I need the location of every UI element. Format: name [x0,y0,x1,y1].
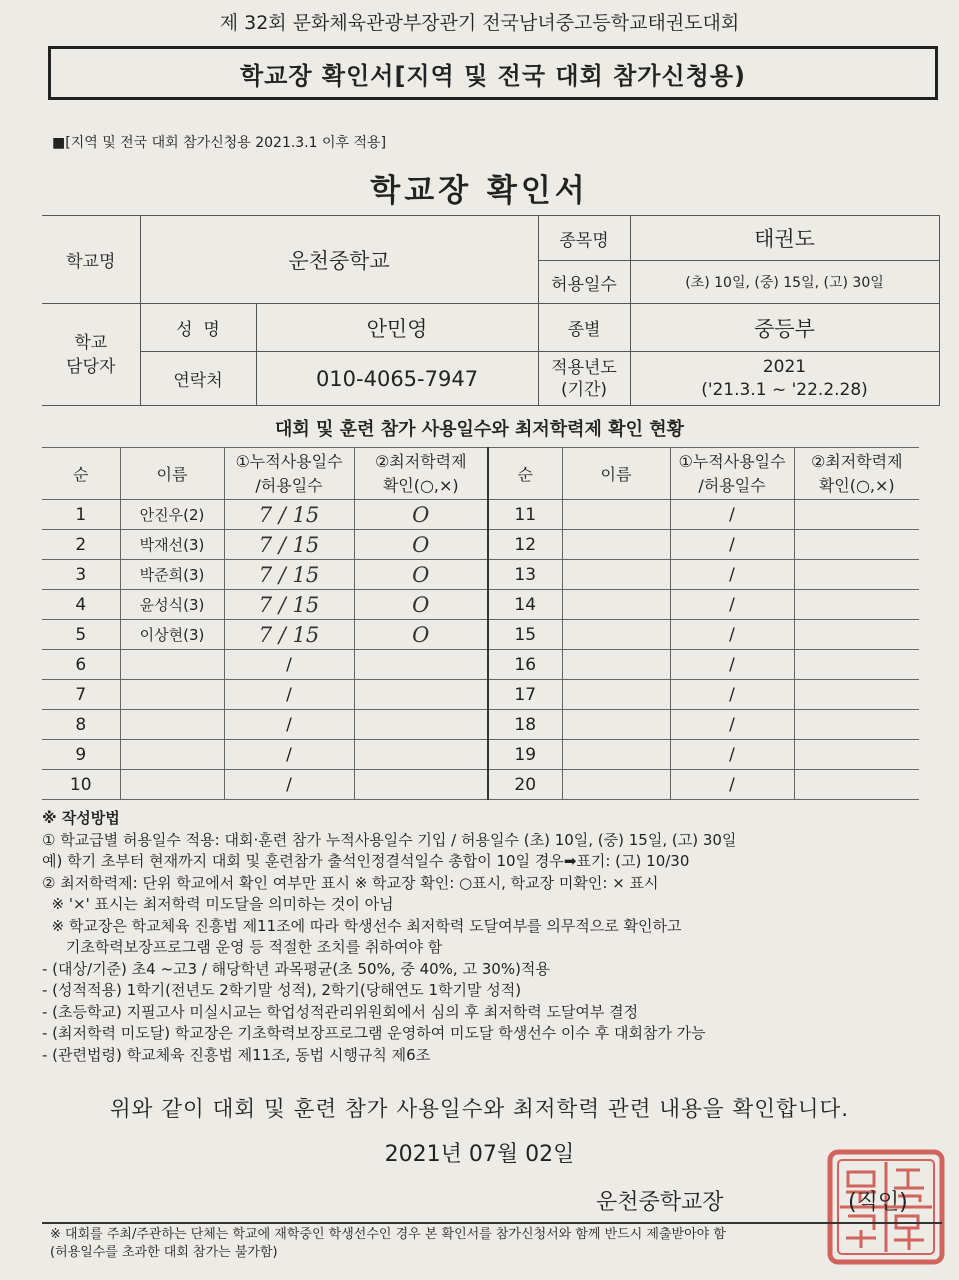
left-no-cell: 8 [42,710,120,740]
roster-section-title: 대회 및 훈련 참가 사용일수와 최저학력제 확인 현황 [274,419,684,440]
left-academic-cell: O [354,500,488,530]
table-row [42,680,919,710]
left-name-cell [120,770,224,800]
right-days-cell: / [670,650,794,680]
left-days-cell: 7 / 15 [224,500,354,530]
right-days-cell: / [670,530,794,560]
left-academic-cell: O [354,590,488,620]
right-name-cell [562,650,670,680]
right-no-cell: 16 [488,650,562,680]
left-no-cell: 5 [42,620,120,650]
school-name-value: 운천중학교 [140,216,538,304]
left-name-cell [120,740,224,770]
right-no-cell: 15 [488,620,562,650]
footer-note [50,1226,726,1262]
confirmation-statement: 위와 같이 대회 및 훈련 참가 사용일수와 최저학력 관련 내용을 확인합니다. [109,1097,850,1122]
year-cell [630,352,939,406]
header-days-left: ①누적사용일수 /허용일수 [224,448,354,500]
document-title: 학교장 확인서 [370,173,589,209]
form-title-box: 학교장 확인서[지역 및 전국 대회 참가신청용) [48,46,938,100]
roster-table [42,447,919,800]
left-name-cell [120,680,224,710]
year-label: 적용년도 (기간) [538,352,630,406]
left-name-cell: 박재선(3) [120,530,224,560]
allowed-days-value: (초) 10일, (중) 15일, (고) 30일 [630,261,939,304]
instructions-lines [42,830,932,1067]
right-no-cell: 12 [488,530,562,560]
left-name-cell: 안진우(2) [120,500,224,530]
right-no-cell: 18 [488,710,562,740]
left-academic-cell [354,650,488,680]
table-row [42,620,919,650]
category-label: 종별 [538,304,630,352]
allowed-days-label: 허용일수 [538,261,630,304]
right-no-cell: 19 [488,740,562,770]
table-row [42,500,919,530]
left-academic-cell [354,740,488,770]
header-name-left: 이름 [120,448,224,500]
right-days-cell: / [670,770,794,800]
footer-line-2: (허용일수를 초과한 대회 참가는 불가함) [50,1245,278,1260]
header-name-right: 이름 [562,448,670,500]
instruction-line: - (관련법령) 학교체육 진흥법 제11조, 동법 시행규칙 제6조 [42,1045,431,1064]
right-days-cell: / [670,560,794,590]
header-academic-right: ②최저학력제 확인(○,×) [794,448,919,500]
phone-label: 연락처 [140,352,256,406]
right-name-cell [562,500,670,530]
application-note: ■[지역 및 전국 대회 참가신청용 2021.3.1 이후 적용] [52,135,387,151]
right-academic-cell [794,710,919,740]
left-days-cell: / [224,680,354,710]
right-days-cell: / [670,500,794,530]
year-value: 2021 [762,356,807,377]
instruction-line: 예) 학기 초부터 현재까지 대회 및 훈련참가 출석인정결석일수 총합이 10일 경우➡표기: (고) 10/30 [42,852,690,870]
left-academic-cell: O [354,530,488,560]
left-name-cell: 박준희(3) [120,560,224,590]
right-no-cell: 11 [488,500,562,530]
instruction-line: ① 학교급별 허용일수 적용: 대회·훈련 참가 누적사용일수 기입 / 허용일수 (초) 10일, (중) 15일, (고) 30일 [42,830,737,849]
left-no-cell: 7 [42,680,120,710]
left-days-cell: 7 / 15 [224,560,354,590]
left-days-cell: / [224,710,354,740]
right-academic-cell [794,650,919,680]
instruction-line: ② 최저학력제: 단위 학교에서 확인 여부만 표시 ※ 학교장 확인: ○표시, 학교장 미확인: × 표시 [42,873,659,892]
left-name-cell: 윤성식(3) [120,590,224,620]
sport-value: 태권도 [630,216,939,261]
right-academic-cell [794,590,919,620]
left-no-cell: 9 [42,740,120,770]
right-days-cell: / [670,740,794,770]
right-days-cell: / [670,710,794,740]
right-name-cell [562,770,670,800]
footer-line-1: ※ 대회를 주최/주관하는 단체는 학교에 재학중인 학생선수인 경우 본 확인서를 참가신청서와 함께 반드시 제출받아야 함 [50,1227,726,1242]
header-no-right: 순 [488,448,562,500]
left-no-cell: 10 [42,770,120,800]
left-days-cell: 7 / 15 [224,590,354,620]
right-days-cell: / [670,680,794,710]
table-row [42,710,919,740]
right-days-cell: / [670,620,794,650]
instruction-line: ※ '×' 표시는 최저학력 미도달을 의미하는 것이 아님 [42,895,394,913]
event-title: 제 32회 문화체육관광부장관기 전국남녀중고등학교태권도대회 [219,12,740,34]
header-academic-left: ②최저학력제 확인(○,×) [354,448,488,500]
left-academic-cell [354,770,488,800]
right-no-cell: 17 [488,680,562,710]
right-name-cell [562,680,670,710]
left-days-cell: / [224,740,354,770]
right-name-cell [562,620,670,650]
right-name-cell [562,710,670,740]
right-name-cell [562,530,670,560]
right-academic-cell [794,530,919,560]
left-academic-cell [354,710,488,740]
left-days-cell: / [224,650,354,680]
school-name-label: 학교명 [42,216,140,304]
signer-name: 운천중학교장 [596,1190,724,1215]
left-name-cell: 이상현(3) [120,620,224,650]
left-no-cell: 6 [42,650,120,680]
instruction-line: 기초학력보장프로그램 운영 등 적절한 조치를 취하여야 함 [42,938,443,956]
instruction-line: ※ 학교장은 학교체육 진흥법 제11조에 따라 학생선수 최저학력 도달여부를 의무적으로 확인하고 [42,916,682,935]
table-row [42,560,919,590]
left-name-cell [120,650,224,680]
name-label: 성 명 [140,304,256,352]
instructions [42,808,932,1066]
left-academic-cell [354,680,488,710]
table-row [42,530,919,560]
contact-person-label: 학교 담당자 [42,304,140,406]
left-days-cell: 7 / 15 [224,530,354,560]
left-academic-cell: O [354,560,488,590]
left-days-cell: / [224,770,354,800]
right-name-cell [562,560,670,590]
right-name-cell [562,740,670,770]
right-academic-cell [794,560,919,590]
category-value: 중등부 [630,304,939,352]
phone-value: 010-4065-7947 [256,352,538,406]
header-days-right: ①누적사용일수 /허용일수 [670,448,794,500]
seal-label: (직인) [848,1190,908,1215]
instruction-line: - (성적적용) 1학기(전년도 2학기말 성적), 2학기(당해연도 1학기말 성적) [42,981,522,999]
left-name-cell [120,710,224,740]
left-no-cell: 2 [42,530,120,560]
instruction-line: - (대상/기준) 초4 ~고3 / 해당학년 과목평균(초 50%, 중 40%, 고 30%)적용 [42,959,550,978]
school-info-table [42,215,940,406]
header-no-left: 순 [42,448,120,500]
table-row [42,740,919,770]
instructions-heading: ※ 작성방법 [42,809,120,827]
left-no-cell: 3 [42,560,120,590]
instruction-line: - (초등학교) 지필고사 미실시교는 학업성적관리위원회에서 심의 후 최저학력 도달여부 결정 [42,1002,639,1021]
table-row [42,770,919,800]
right-academic-cell [794,770,919,800]
document-date: 2021년 07월 02일 [384,1142,575,1167]
right-days-cell: / [670,590,794,620]
name-value: 안민영 [256,304,538,352]
sport-label: 종목명 [538,216,630,261]
table-row [42,590,919,620]
right-name-cell [562,590,670,620]
footer-divider [42,1222,942,1224]
left-days-cell: 7 / 15 [224,620,354,650]
period-value: ('21.3.1 ~ '22.2.28) [701,379,868,400]
right-academic-cell [794,620,919,650]
instruction-line: - (최저학력 미도달) 학교장은 기초학력보장프로그램 운영하여 미도달 학생선수 이수 후 대회참가 가능 [42,1024,706,1042]
left-academic-cell: O [354,620,488,650]
right-academic-cell [794,740,919,770]
right-academic-cell [794,500,919,530]
right-no-cell: 20 [488,770,562,800]
right-academic-cell [794,680,919,710]
right-no-cell: 14 [488,590,562,620]
table-row [42,650,919,680]
left-no-cell: 1 [42,500,120,530]
right-no-cell: 13 [488,560,562,590]
left-no-cell: 4 [42,590,120,620]
